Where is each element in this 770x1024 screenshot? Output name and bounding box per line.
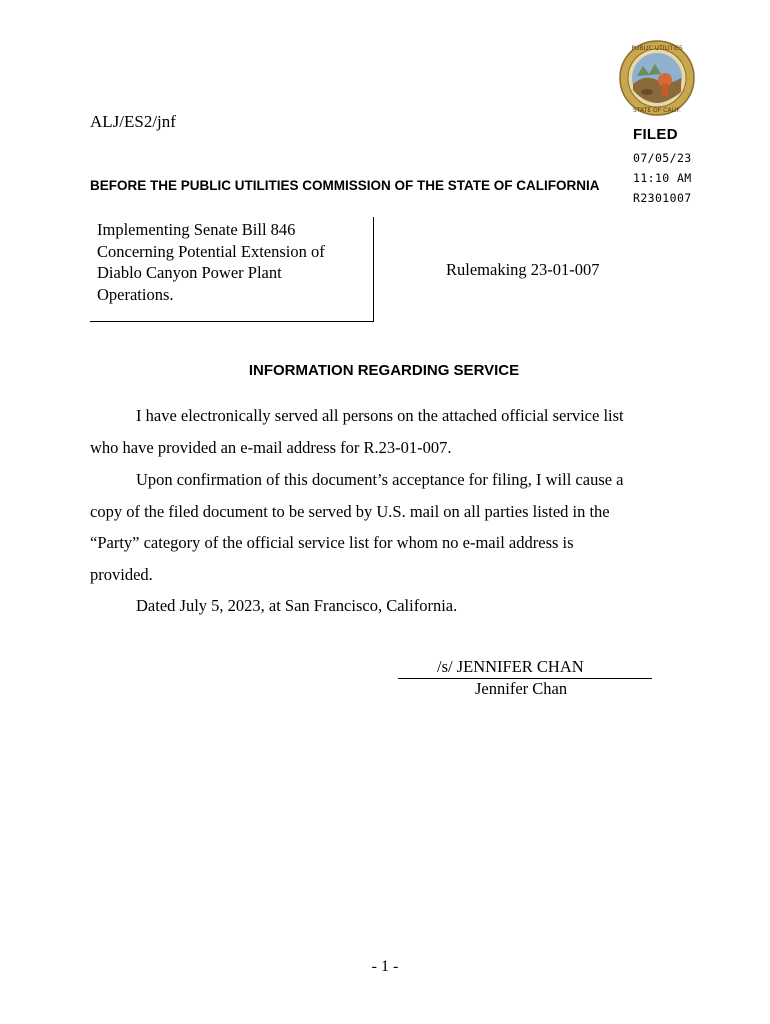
body-line: I have electronically served all persons on the attached official service list — [136, 406, 624, 425]
svg-text:STATE OF CALIF.: STATE OF CALIF. — [633, 107, 681, 114]
body-line: copy of the filed document to be served by U.S. mail on all parties listed in the — [90, 502, 610, 521]
signature-typed: /s/ JENNIFER CHAN — [437, 657, 584, 676]
page-number: - 1 - — [371, 958, 399, 975]
body-line: Upon confirmation of this document’s acceptance for filing, I will cause a — [136, 470, 624, 489]
filed-docket: R2301007 — [633, 191, 692, 205]
rulemaking-number: Rulemaking 23-01-007 — [446, 260, 600, 279]
caption-line: Diablo Canyon Power Plant — [97, 263, 282, 282]
document-title — [0, 362, 770, 379]
document-title-text: INFORMATION REGARDING SERVICE — [248, 362, 520, 379]
header-code: ALJ/ES2/jnf — [90, 112, 176, 131]
commission-heading: BEFORE THE PUBLIC UTILITIES COMMISSION OF THE STATE OF CALIFORNIA — [90, 178, 600, 193]
caption-line: Implementing Senate Bill 846 — [97, 220, 296, 239]
caption-line: Concerning Potential Extension of — [97, 241, 325, 261]
caption-line: Operations. — [97, 284, 174, 304]
svg-text:PUBLIC UTILITIES: PUBLIC UTILITIES — [631, 45, 683, 52]
body-line: provided. — [90, 565, 153, 584]
body-line: who have provided an e-mail address for R.23-01-007. — [90, 438, 452, 457]
date-line: Dated July 5, 2023, at San Francisco, California. — [136, 596, 458, 615]
filed-date: 07/05/23 — [633, 151, 692, 165]
filed-label: FILED — [633, 126, 678, 143]
signer-name: Jennifer Chan — [475, 679, 568, 698]
caption-text — [97, 219, 367, 305]
filed-time: 11:10 AM — [633, 171, 692, 185]
body-line: “Party” category of the official service list for whom no e-mail address is — [90, 533, 574, 552]
state-seal-icon — [619, 40, 695, 116]
